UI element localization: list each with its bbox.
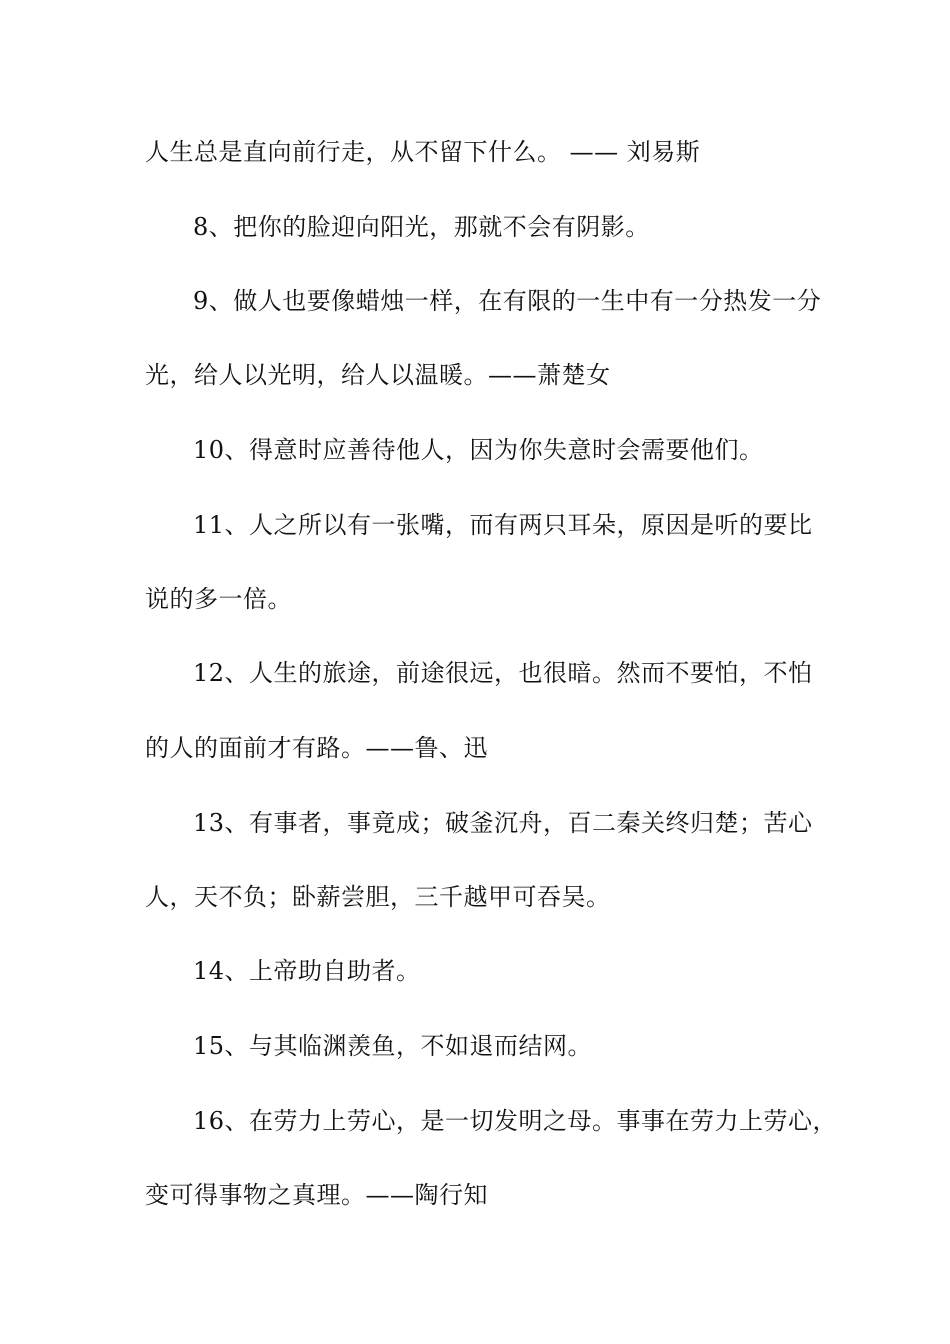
- paragraph-line: 8、把你的脸迎向阳光，那就不会有阴影。: [193, 213, 650, 241]
- paragraph-line: 16、在劳力上劳心，是一切发明之母。事事在劳力上劳心，: [193, 1107, 838, 1135]
- paragraph-line: 9、做人也要像蜡烛一样，在有限的一生中有一分热发一分: [193, 287, 822, 315]
- paragraph-line: 11、人之所以有一张嘴，而有两只耳朵，原因是听的要比: [193, 511, 813, 539]
- paragraph-line: 人，天不负；卧薪尝胆，三千越甲可吞吴。: [145, 883, 611, 911]
- paragraph-line: 13、有事者，事竟成；破釜沉舟，百二秦关终归楚；苦心: [193, 809, 813, 837]
- paragraph-line: 人生总是直向前行走，从不留下什么。 —— 刘易斯: [145, 138, 701, 166]
- paragraph-line: 14、上帝助自助者。: [193, 957, 421, 985]
- paragraph-line: 光，给人以光明，给人以温暖。——萧楚女: [145, 361, 611, 389]
- paragraph-line: 的人的面前才有路。——鲁、迅: [145, 734, 488, 762]
- paragraph-line: 15、与其临渊羡鱼，不如退而结网。: [193, 1032, 593, 1060]
- paragraph-line: 10、得意时应善待他人，因为你失意时会需要他们。: [193, 436, 764, 464]
- paragraph-line: 变可得事物之真理。——陶行知: [145, 1181, 488, 1209]
- paragraph-line: 12、人生的旅途，前途很远，也很暗。然而不要怕，不怕: [193, 659, 813, 687]
- paragraph-line: 说的多一倍。: [145, 585, 292, 613]
